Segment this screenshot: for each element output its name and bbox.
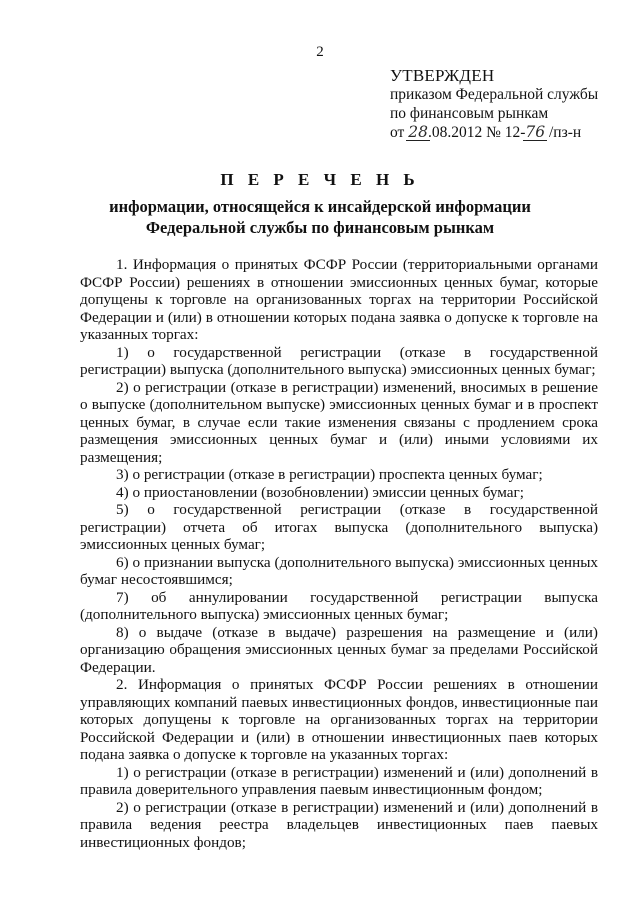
paragraph-1-3: 3) о регистрации (отказе в регистрации) проспекта ценных бумаг;: [116, 466, 543, 483]
paragraph-1-6: 6) о признании выпуска (дополнительного выпуска) эмиссионных ценных бумаг несостоявшимся;: [80, 553, 598, 588]
approval-line-2: по финансовым рынкам: [390, 105, 549, 122]
paragraph-1-8: 8) о выдаче (отказе в выдаче) разрешения на размещение и (или) организацию обращения эмиссионных ценных бумаг за пределами Российской Федерации.: [80, 623, 598, 676]
paragraph-1-5: 5) о государственной регистрации (отказе в государственной регистрации) отчета об итогах выпуска (дополнительного выпуска) эмиссионных ценных бумаг;: [80, 501, 598, 553]
approval-line-1: приказом Федеральной службы: [390, 86, 599, 103]
approval-date-line: [390, 123, 598, 142]
paragraph-1-4: 4) о приостановлении (возобновлении) эмиссии ценных бумаг;: [116, 483, 524, 501]
title-line-1: П Е Р Е Ч Е Н Ь: [220, 170, 420, 189]
date-rest: .08.2012 № 12-: [427, 124, 526, 141]
number-suffix: /пз-н: [549, 124, 582, 141]
paragraph-2: 2. Информация о принятых ФСФР России решениях в отношении управляющих компаний паевых инвестиционных фондов, инвестиционные паи которых допущены к торговле на организованных торгах на территории Российской Федерации и (или) в отношении инвестиционных паев которых подана заявка о допуске к торговле на указанных торгах:: [80, 676, 598, 763]
approval-heading: УТВЕРЖДЕН: [390, 66, 495, 85]
paragraph-2-2: 2) о регистрации (отказе в регистрации) изменений и (или) дополнений в правила ведения реестра владельцев инвестиционных паев паевых инвестиционных фондов;: [80, 798, 598, 851]
paragraph-1-1: 1) о государственной регистрации (отказе в государственной регистрации) выпуска (дополнительного выпуска) эмиссионных ценных бумаг;: [80, 343, 598, 378]
document-body: [80, 256, 598, 851]
approval-block: [390, 66, 598, 142]
paragraph-1-2: 2) о регистрации (отказе в регистрации) изменений, вносимых в решение о выпуске (дополнительном выпуске) эмиссионных ценных бумаг и в проспект ценных бумаг, в случае если такие изменения связаны с продлением срока размещения эмиссионных ценных бумаг и (или) иными условиями их размещения;: [80, 378, 598, 466]
title-line-2: информации, относящейся к инсайдерской информации: [109, 197, 531, 216]
handwritten-number: 76: [525, 123, 546, 141]
title-line-3: Федеральной службы по финансовым рынкам: [145, 218, 495, 237]
document-title: [0, 169, 640, 238]
page-number: 2: [316, 44, 324, 60]
date-prefix: от: [390, 124, 405, 141]
paragraph-1-7: 7) об аннулировании государственной регистрации выпуска (дополнительного выпуска) эмиссионных ценных бумаг;: [80, 588, 598, 623]
paragraph-2-1: 1) о регистрации (отказе в регистрации) изменений и (или) дополнений в правила доверительного управления паевым инвестиционным фондом;: [80, 763, 598, 798]
handwritten-day: 28: [408, 123, 428, 141]
paragraph-1: 1. Информация о принятых ФСФР России (территориальными органами ФСФР России) решениях в отношении эмиссионных ценных бумаг, которые допущены к торговле на организованных торгах на территории Российской Федерации и (или) в отношении которых подана заявка о допуске к торговле на указанных торгах:: [80, 256, 598, 343]
